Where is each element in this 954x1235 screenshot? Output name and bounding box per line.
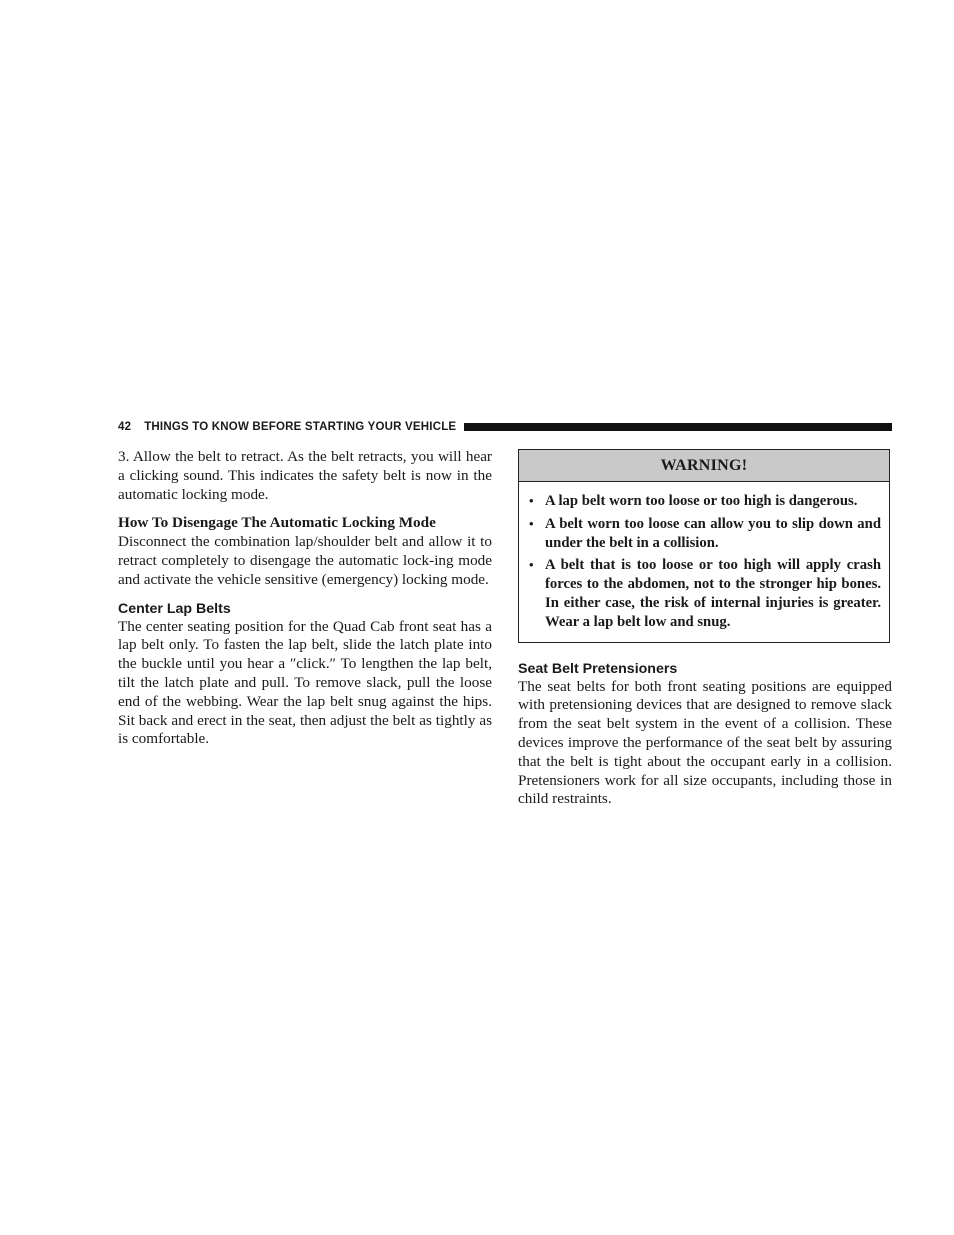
- header-rule: [464, 423, 892, 431]
- disengage-heading: How To Disengage The Automatic Locking Mode: [118, 514, 436, 532]
- center-lap-paragraph: The center seating position for the Quad Cab front seat has a lap belt only. To fasten the lap belt, slide the latch plate into the buckle until you hear a ″click.″ To lengthen the lap belt, tilt the latch plate and pull. To remove slack, pull the loose end of the webbing. Wear the lap belt snug against the hips. Sit back and erect in the seat, then adjust the belt as tightly as is comfortable.: [118, 617, 492, 748]
- right-column: [518, 448, 892, 809]
- warning-item-text: A belt worn too loose can allow you to slip down and under the belt in a collision.: [545, 515, 881, 551]
- disengage-paragraph: Disconnect the combination lap/shoulder belt and allow it to retract completely to disengage the automatic lock-ing mode and activate the vehicle sensitive (emergency) locking mode.: [118, 533, 492, 588]
- page-number: 42: [118, 421, 132, 433]
- warning-item: [529, 556, 881, 631]
- bullet-icon: •: [529, 493, 534, 508]
- center-lap-heading: Center Lap Belts: [118, 600, 231, 617]
- warning-title: WARNING!: [519, 450, 889, 482]
- step-3-paragraph: 3. Allow the belt to retract. As the belt retracts, you will hear a clicking sound. This indicates the safety belt is now in the automatic locking mode.: [118, 448, 492, 503]
- pretensioners-paragraph: The seat belts for both front seating positions are equipped with pretensioning devices that are designed to remove slack from the seat belt system in the event of a collision. These devices improve the performance of the seat belt by assuring that the belt is tight about the occupant early in a collision. Pretensioners work for all size occupants, including those in child restraints.: [518, 677, 892, 808]
- warning-item: [529, 515, 881, 553]
- warning-list: [519, 482, 889, 642]
- pretensioners-heading: Seat Belt Pretensioners: [518, 660, 678, 677]
- warning-box: [518, 449, 890, 643]
- warning-item-text: A lap belt worn too loose or too high is dangerous.: [545, 493, 858, 509]
- bullet-icon: •: [529, 515, 534, 531]
- left-column: [118, 448, 492, 749]
- page-header: [118, 418, 892, 436]
- bullet-icon: •: [529, 557, 534, 573]
- warning-item-text: A belt that is too loose or too high will apply crash forces to the abdomen, not to the stronger hip bones. In either case, the risk of internal injuries is greater. Wear a lap belt low and snug.: [545, 557, 881, 630]
- section-title: THINGS TO KNOW BEFORE STARTING YOUR VEHICLE: [144, 421, 457, 433]
- warning-item: [529, 492, 881, 511]
